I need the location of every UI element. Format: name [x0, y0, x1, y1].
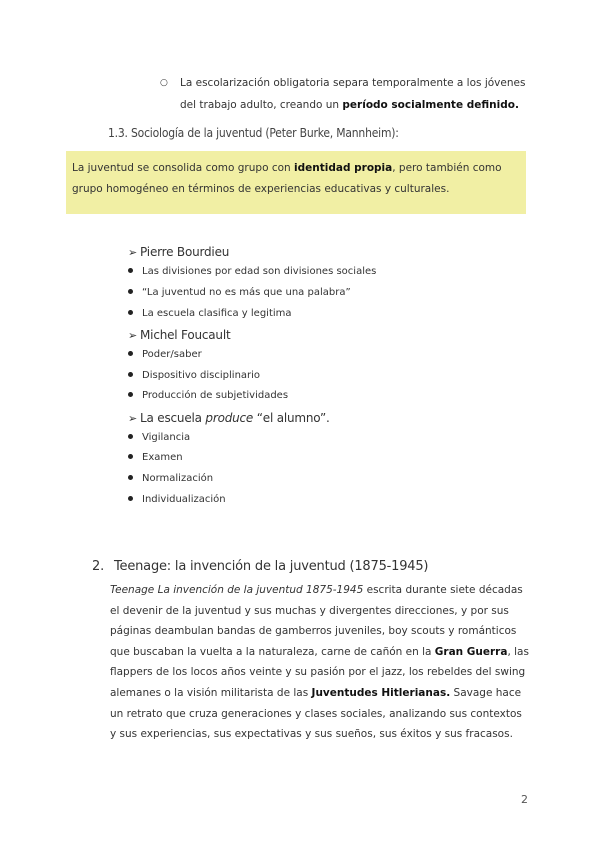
callout-text-before: La juventud se consolida como grupo con [72, 162, 295, 174]
intro-item-text [180, 72, 532, 116]
list-item [128, 349, 202, 360]
paragraph-bold-2: Juventudes Hitlerianas. [311, 686, 451, 699]
section-heading: 1.3. Sociología de la juventud (Peter Burke, Mannheim): [108, 126, 399, 140]
dot-bullet-icon [128, 372, 133, 377]
paragraph-italic-lead: Teenage La invención de la juventud 1875-1945 [110, 584, 364, 596]
dot-bullet-icon [128, 475, 133, 480]
intro-item-bold: período socialmente definido. [342, 99, 519, 111]
arrow-bullet-icon: ➢ [128, 329, 138, 342]
paragraph-part-3: Savage hace un retrato que cruza generaciones y clases sociales, analizando sus contextos y sus experiencias, sus expectativas y sus sueños, sus éxitos y sus fracasos. [110, 686, 522, 741]
dot-bullet-icon [128, 268, 133, 273]
dot-bullet-icon [128, 351, 133, 356]
paragraph-part-2: , las flappers de los locos años veinte y su pasión por el jazz, los rebeldes del swing alemanes o la visión militarista de las [110, 645, 529, 699]
chapter-title: Teenage: la invención de la juventud (1875-1945) [114, 559, 429, 574]
group-heading-escuela [128, 411, 330, 425]
dot-bullet-icon [128, 454, 133, 459]
dot-bullet-icon [128, 434, 133, 439]
intro-item-plain: La escolarización obligatoria separa temporalmente a los jóvenes del trabajo adulto, creando un [180, 77, 526, 111]
list-item [128, 308, 292, 319]
group-heading-after: “el alumno”. [253, 411, 330, 425]
circle-bullet-icon: ○ [160, 78, 168, 88]
group-heading-italic: produce [205, 411, 254, 425]
intro-list-item [160, 72, 532, 116]
list-item-text: Individualización [142, 494, 226, 505]
list-item [128, 473, 213, 484]
arrow-bullet-icon: ➢ [128, 246, 138, 259]
chapter-paragraph [110, 580, 530, 745]
dot-bullet-icon [128, 496, 133, 501]
list-item-text: Examen [142, 452, 183, 463]
highlight-callout [66, 151, 526, 214]
list-item [128, 390, 288, 401]
list-item-text: Poder/saber [142, 349, 202, 360]
paragraph-part-1: escrita durante siete décadas el devenir de la juventud y sus muchas y divergentes direcciones, y por sus páginas deambulan bandas de gamberros juveniles, boy scouts y románticos que buscaban la vuelta a la naturaleza, carne de cañón en la [110, 584, 523, 658]
group-heading-label: Michel Foucault [140, 328, 231, 342]
list-item-text: Producción de subjetividades [142, 390, 289, 401]
dot-bullet-icon [128, 392, 133, 397]
callout-bold: identidad propia [294, 162, 393, 174]
group-heading-foucault [128, 328, 230, 342]
list-item-text: Vigilancia [142, 432, 191, 443]
list-item [128, 287, 351, 298]
callout-text-after: , pero también como grupo homogéneo en términos de experiencias educativas y culturales. [72, 162, 502, 195]
dot-bullet-icon [128, 289, 133, 294]
list-item [128, 494, 226, 505]
paragraph-bold-1: Gran Guerra [434, 645, 508, 658]
group-heading-bourdieu [128, 245, 229, 259]
list-item [128, 266, 376, 277]
arrow-bullet-icon: ➢ [128, 412, 138, 425]
list-item-text: “La juventud no es más que una palabra” [142, 287, 351, 298]
list-item [128, 370, 260, 381]
list-item-text: Normalización [142, 473, 214, 484]
dot-bullet-icon [128, 310, 133, 315]
list-item-text: Dispositivo disciplinario [142, 370, 261, 381]
chapter-number: 2. [92, 559, 105, 574]
list-item [128, 432, 190, 443]
group-heading-before: La escuela [140, 411, 206, 425]
list-item-text: La escuela clasifica y legitima [142, 308, 292, 319]
group-heading-label: Pierre Bourdieu [140, 245, 230, 259]
chapter-heading [92, 559, 428, 574]
list-item [128, 452, 183, 463]
page-number: 2 [521, 793, 528, 806]
list-item-text: Las divisiones por edad son divisiones sociales [142, 266, 377, 277]
